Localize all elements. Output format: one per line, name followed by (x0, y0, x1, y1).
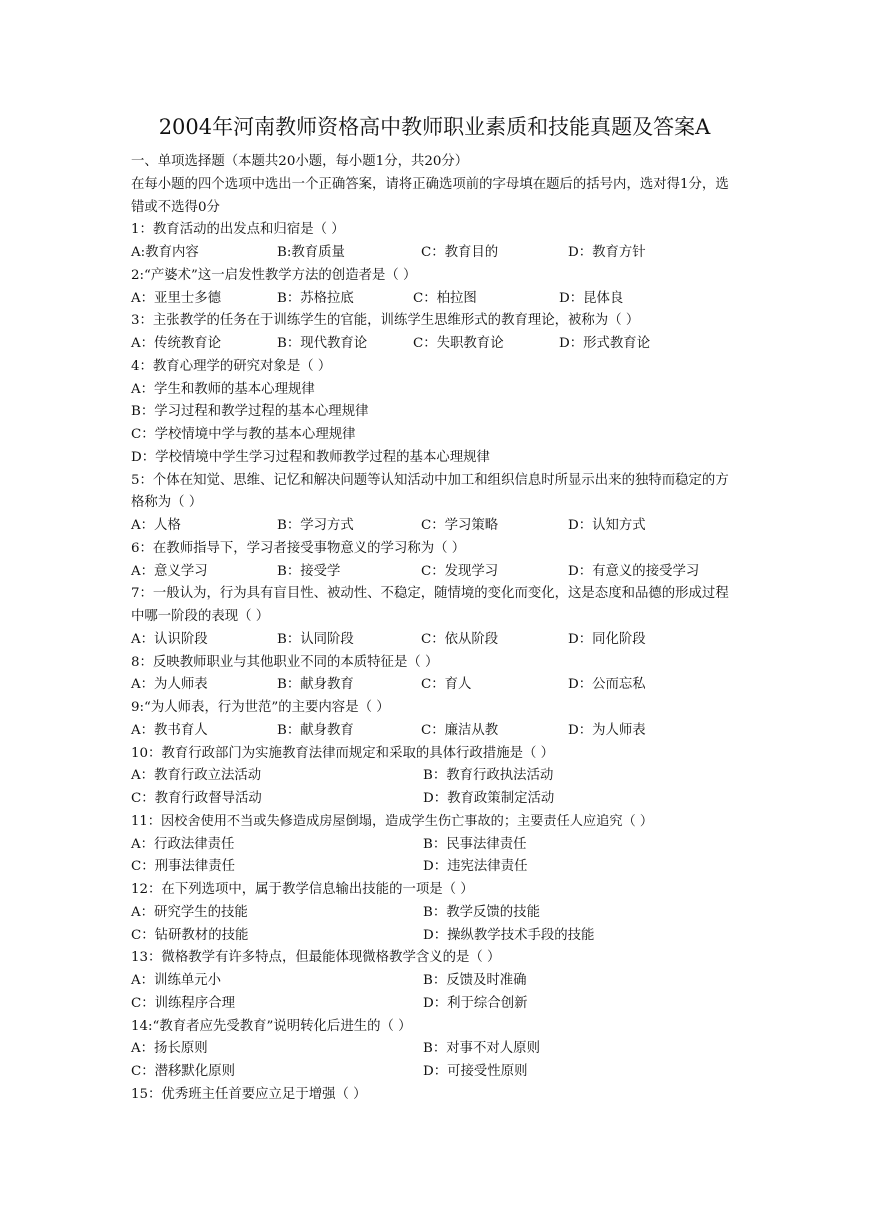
option: A：行政法律责任 (131, 836, 235, 852)
question-stem: 9:“为人师表，行为世范”的主要内容是（ ） (131, 700, 390, 715)
option: A：人格 (131, 518, 181, 533)
option: B：接受学 (277, 563, 341, 579)
option: A：为人师表 (131, 677, 208, 693)
option: A：意义学习 (131, 563, 208, 579)
option: A：亚里士多德 (131, 290, 222, 306)
option-row (131, 1038, 741, 1061)
option: A：训练单元小 (131, 973, 222, 988)
option: C：失职教育论 (413, 336, 504, 351)
option-row (131, 765, 741, 788)
option: A：教育行政立法活动 (131, 768, 262, 784)
option: D：同化阶段 (568, 631, 646, 647)
option: A：认识阶段 (131, 631, 208, 647)
option: D：教育政策制定活动 (423, 791, 555, 806)
question-stem: 1：教育活动的出发点和归宿是（ ） (131, 222, 345, 238)
option: C：刑事法律责任 (131, 859, 235, 875)
option: C：学习策略 (421, 518, 499, 533)
question-stem: 5：个体在知觉、思维、记忆和解决问题等认知活动中加工和组织信息时所显示出来的独特而稳定的方格称为（ ） (131, 472, 729, 511)
option: C：潜移默化原则 (131, 1064, 235, 1079)
option-row (131, 333, 741, 356)
option: B:教育质量 (277, 245, 345, 260)
option-row (131, 288, 741, 311)
question-stem: 15：优秀班主任首要应立足于增强（ ） (131, 1086, 367, 1102)
option: D：为人师表 (568, 722, 646, 738)
option: C：育人 (421, 677, 472, 693)
question-stem: 11：因校舍使用不当或失修造成房屋倒塌，造成学生伤亡事故的；主要责任人应追究（ ） (131, 813, 654, 829)
option: D：学校情境中学生学习过程和教师教学过程的基本心理规律 (131, 449, 490, 465)
option: D：形式教育论 (559, 336, 651, 351)
option: C：学校情境中学与教的基本心理规律 (131, 427, 356, 442)
option: A：研究学生的技能 (131, 904, 248, 920)
option: B：献身教育 (277, 677, 354, 693)
option: A：传统教育论 (131, 336, 222, 351)
instruction-text: 在每小题的四个选项中选出一个正确答案，请将正确选项前的字母填在题后的括号内，选对得1分，选错或不选得0分 (131, 176, 729, 215)
question-stem: 4：教育心理学的研究对象是（ ） (131, 358, 332, 374)
option-row (131, 629, 741, 652)
option-row (131, 720, 741, 743)
option: B：民事法律责任 (423, 836, 527, 852)
option-row (131, 902, 741, 925)
option-row (131, 561, 741, 584)
question-stem: 12：在下列选项中，属于教学信息输出技能的一项是（ ） (131, 882, 474, 897)
option: D：利于综合创新 (423, 995, 528, 1011)
option: B：现代教育论 (277, 336, 368, 351)
option-row (131, 1061, 741, 1084)
option: B：苏格拉底 (277, 290, 354, 306)
option: B：认同阶段 (277, 631, 354, 647)
option: A：学生和教师的基本心理规律 (131, 381, 315, 397)
question-stem: 3：主张教学的任务在于训练学生的官能，训练学生思维形式的教育理论，被称为（ ） (131, 313, 640, 329)
option: A：扬长原则 (131, 1041, 208, 1057)
option: B：反馈及时准确 (423, 973, 527, 988)
option-row (131, 788, 741, 811)
option: D：教育方针 (568, 245, 646, 260)
option: D：操纵教学技术手段的技能 (423, 927, 595, 943)
option: D：有意义的接受学习 (568, 563, 700, 579)
question-stem: 2:“产婆术”这一启发性教学方法的创造者是（ ） (131, 267, 417, 283)
question-stem: 7：一般认为，行为具有盲目性、被动性、不稳定，随情境的变化而变化，这是态度和品德的形成过程中哪一阶段的表现（ ） (131, 586, 729, 624)
option: D：认知方式 (568, 518, 646, 533)
option: C：廉洁从教 (421, 722, 499, 738)
option: B：教育行政执法活动 (423, 768, 554, 784)
question-stem: 6：在教师指导下，学习者接受事物意义的学习称为（ ） (131, 540, 466, 556)
option-row (131, 674, 741, 697)
option: C：发现学习 (421, 563, 499, 579)
option: B：学习过程和教学过程的基本心理规律 (131, 404, 369, 420)
option: D：可接受性原则 (423, 1064, 528, 1079)
option-row (131, 515, 741, 538)
option: B：献身教育 (277, 722, 354, 738)
question-stem: 14:“教育者应先受教育”说明转化后进生的（ ） (131, 1018, 412, 1034)
question-stem: 13：微格教学有许多特点，但最能体现微格教学含义的是（ ） (131, 950, 501, 966)
option-row (131, 925, 741, 948)
option-row (131, 834, 741, 857)
option-row (131, 993, 741, 1016)
option: B：学习方式 (277, 518, 354, 533)
option: B：对事不对人原则 (423, 1041, 540, 1057)
option: D：昆体良 (559, 290, 624, 306)
section-heading: 一、单项选择题（本题共20小题，每小题1分，共20分） (131, 154, 469, 169)
document-title: 2004年河南教师资格高中教师职业素质和技能真题及答案A (158, 115, 711, 139)
question-stem: 8：反映教师职业与其他职业不同的本质特征是（ ） (131, 654, 439, 670)
option: C：钻研教材的技能 (131, 927, 249, 943)
option: C：教育目的 (421, 245, 499, 260)
option: C：柏拉图 (413, 290, 477, 306)
option: B：教学反馈的技能 (423, 904, 540, 920)
question-stem: 10：教育行政部门为实施教育法律而规定和采取的具体行政措施是（ ） (131, 745, 555, 761)
option-row (131, 856, 741, 879)
option-row (131, 242, 741, 265)
option: C：训练程序合理 (131, 995, 235, 1011)
option: C：依从阶段 (421, 631, 499, 647)
option: C：教育行政督导活动 (131, 791, 262, 806)
option: A：教书育人 (131, 722, 208, 738)
option: A:教育内容 (131, 245, 199, 260)
option-row (131, 970, 741, 993)
document-body (131, 151, 741, 1107)
option: D：公而忘私 (568, 677, 646, 693)
option: D：违宪法律责任 (423, 859, 528, 875)
